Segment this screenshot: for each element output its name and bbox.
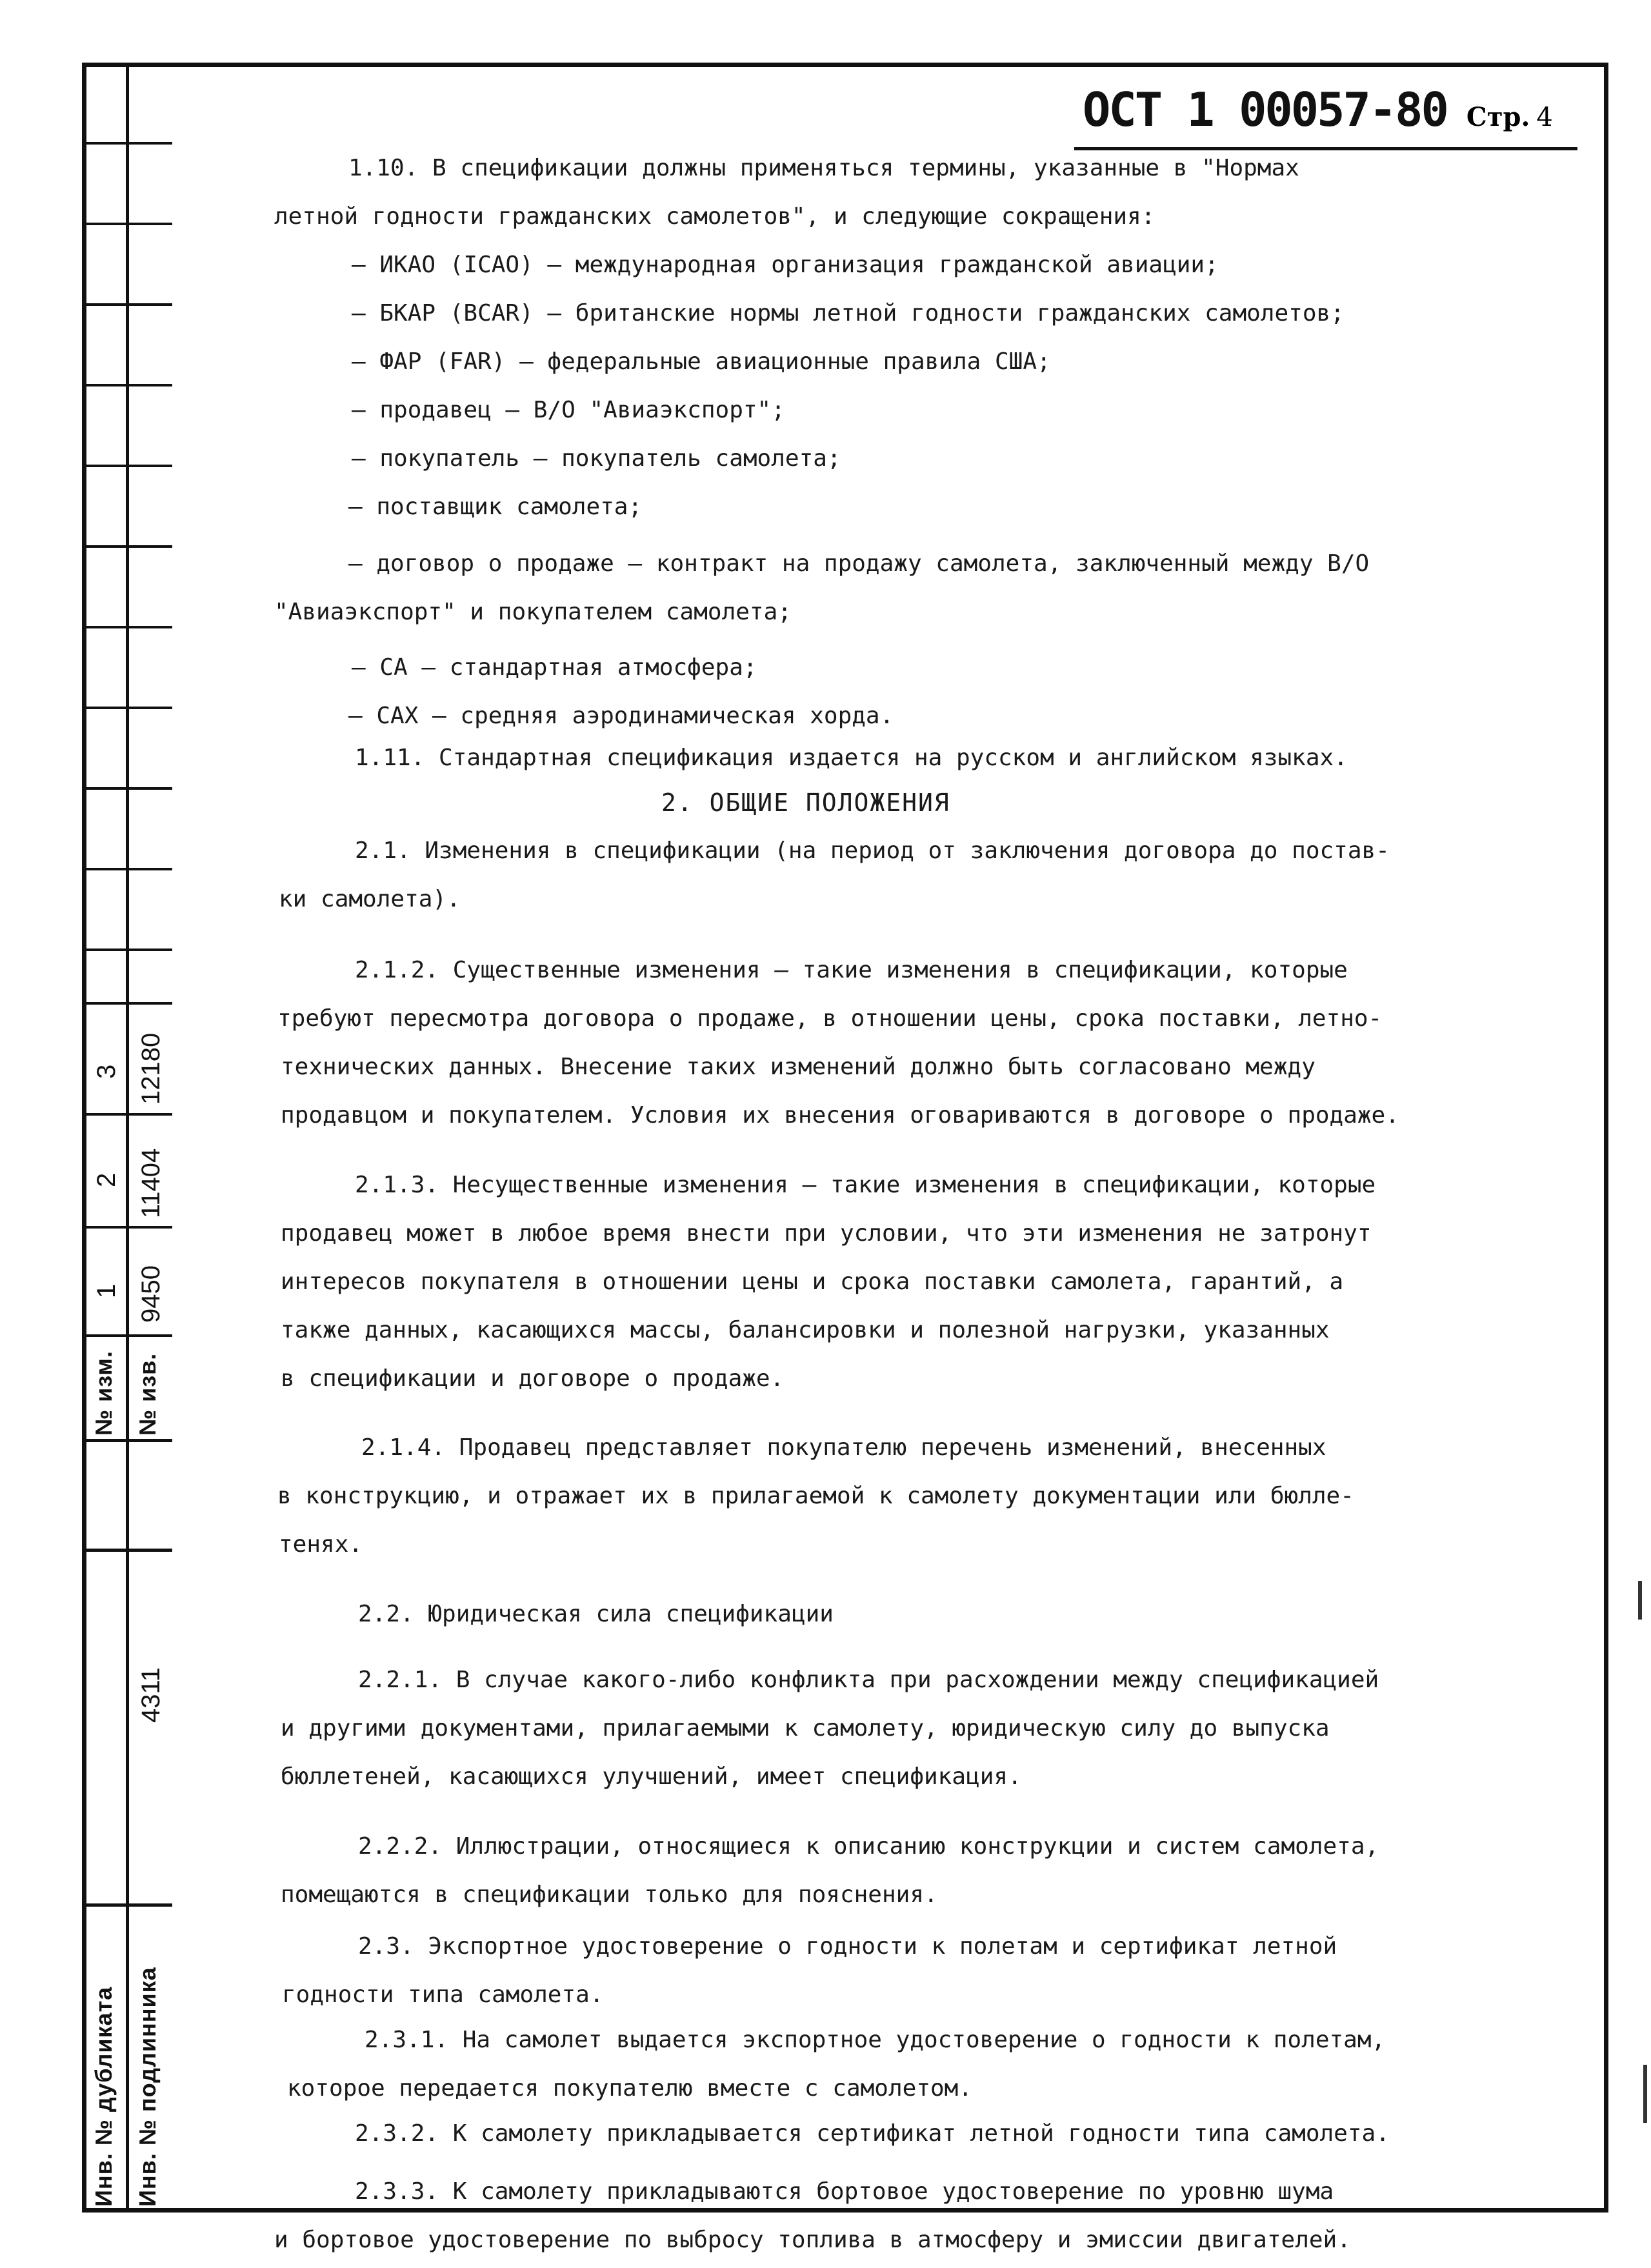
notice-number-2: 11404 xyxy=(137,1148,165,1218)
change-number-3: 3 xyxy=(92,1064,121,1079)
strip-rule xyxy=(82,223,172,225)
section-heading: 2. ОБЩИЕ ПОЛОЖЕНИЯ xyxy=(661,788,950,817)
text-line: годности типа самолета. xyxy=(282,1982,604,2008)
page-header xyxy=(1083,83,1560,150)
text-line: 2.1.4. Продавец представляет покупателю перечень изменений, внесенных xyxy=(361,1434,1326,1461)
text-line: и бортовое удостоверение по выбросу топлива в атмосферу и эмиссии двигателей. xyxy=(274,2227,1351,2253)
text-line: – ИКАО (ICAO) – международная организация гражданской авиации; xyxy=(352,252,1219,278)
change-number-1: 1 xyxy=(92,1283,121,1298)
text-line: летной годности гражданских самолетов", и следующие сокращения: xyxy=(274,203,1156,230)
strip-rule xyxy=(82,545,172,548)
text-line: технических данных. Внесение таких изменений должно быть согласовано между xyxy=(281,1054,1316,1080)
text-line: – договор о продаже – контракт на продажу самолета, заключенный между В/О xyxy=(348,550,1370,577)
text-line: 2.3. Экспортное удостоверение о годности к полетам и сертификат летной xyxy=(358,1933,1337,1960)
text-line: 2.3.3. К самолету прикладываются бортовое удостоверение по уровню шума xyxy=(355,2178,1334,2205)
text-line: 2.2. Юридическая сила спецификации xyxy=(358,1601,834,1627)
strip-rule xyxy=(82,384,172,386)
text-line: – СА – стандартная атмосфера; xyxy=(352,654,757,681)
strip-rule xyxy=(82,1334,172,1337)
text-line: 2.2.1. В случае какого-либо конфликта при расхождении между спецификацией xyxy=(358,1667,1379,1693)
strip-rule xyxy=(82,1903,172,1907)
change-number-2: 2 xyxy=(92,1172,121,1187)
original-inv-label: Инв. № подлинника xyxy=(134,1967,161,2207)
strip-rule xyxy=(82,465,172,467)
document-code: ОСТ 1 00057-80 xyxy=(1083,83,1447,137)
page-label: Стр. xyxy=(1466,102,1530,132)
strip-rule xyxy=(82,868,172,870)
text-line: 1.11. Стандартная спецификация издается на русском и английском языках. xyxy=(355,745,1348,771)
text-line: которое передается покупателю вместе с самолетом. xyxy=(287,2075,973,2102)
notice-number-3: 12180 xyxy=(137,1032,165,1105)
page-number: 4 xyxy=(1536,103,1553,132)
text-line: продавец может в любое время внести при условии, что эти изменения не затронут xyxy=(281,1220,1372,1247)
scan-mark xyxy=(1643,2065,1647,2123)
text-line: 2.3.1. На самолет выдается экспортное удостоверение о годности к полетам, xyxy=(365,2027,1386,2053)
text-line: 2.1.3. Несущественные изменения – такие изменения в спецификации, которые xyxy=(355,1172,1376,1198)
notice-label: № изв. xyxy=(134,1352,161,1436)
text-line: 2.3.2. К самолету прикладывается сертификат летной годности типа самолета. xyxy=(355,2120,1390,2147)
text-line: – поставщик самолета; xyxy=(348,494,643,520)
text-line: 1.10. В спецификации должны применяться термины, указанные в "Нормах xyxy=(348,155,1299,181)
strip-rule xyxy=(82,787,172,790)
text-line: требуют пересмотра договора о продаже, в отношении цены, срока поставки, летно- xyxy=(277,1005,1383,1032)
strip-rule xyxy=(82,707,172,709)
text-line: 2.2.2. Иллюстрации, относящиеся к описанию конструкции и систем самолета, xyxy=(358,1833,1379,1860)
header-underline xyxy=(1074,147,1577,150)
duplicate-inv-label: Инв. № дубликата xyxy=(90,1986,117,2207)
scan-mark xyxy=(1638,1581,1642,1620)
strip-rule xyxy=(82,1226,172,1229)
text-line: "Авиаэкспорт" и покупателем самолета; xyxy=(274,599,792,625)
text-line: 2.1.2. Существенные изменения – такие изменения в спецификации, которые xyxy=(355,957,1348,983)
text-line: бюллетеней, касающихся улучшений, имеет спецификация. xyxy=(281,1763,1022,1790)
text-line: в спецификации и договоре о продаже. xyxy=(281,1365,785,1392)
text-line: – ФАР (FAR) – федеральные авиационные правила США; xyxy=(352,348,1051,375)
strip-rule xyxy=(82,303,172,306)
strip-rule xyxy=(82,626,172,628)
text-line: помещаются в спецификации только для пояснения. xyxy=(281,1882,938,1908)
text-line: тенях. xyxy=(279,1531,363,1558)
text-line: продавцом и покупателем. Условия их внесения оговариваются в договоре о продаже. xyxy=(281,1102,1399,1129)
text-line: интересов покупателя в отношении цены и срока поставки самолета, гарантий, а xyxy=(281,1269,1344,1295)
text-line: – покупатель – покупатель самолета; xyxy=(352,445,841,472)
text-line: также данных, касающихся массы, балансировки и полезной нагрузки, указанных xyxy=(281,1317,1330,1343)
strip-rule xyxy=(82,1439,172,1442)
text-line: в конструкцию, и отражает их в прилагаемой к самолету документации или бюлле- xyxy=(277,1483,1354,1509)
strip-rule xyxy=(82,142,172,145)
text-line: и другими документами, прилагаемыми к самолету, юридическую силу до выпуска xyxy=(281,1715,1330,1741)
text-line: 2.1. Изменения в спецификации (на период от заключения договора до постав- xyxy=(355,838,1390,864)
strip-rule xyxy=(82,1002,172,1005)
original-inv-number: 4311 xyxy=(137,1667,165,1723)
text-line: ки самолета). xyxy=(279,886,461,912)
text-line: – БКАР (BCAR) – британские нормы летной годности гражданских самолетов; xyxy=(352,300,1345,326)
text-line: – САХ – средняя аэродинамическая хорда. xyxy=(348,703,894,729)
strip-rule xyxy=(82,948,172,951)
notice-number-1: 9450 xyxy=(137,1265,165,1323)
changes-label: № изм. xyxy=(90,1350,117,1436)
text-line: – продавец – В/О "Авиаэкспорт"; xyxy=(352,397,785,423)
strip-rule xyxy=(82,1549,172,1552)
strip-rule xyxy=(82,1113,172,1116)
